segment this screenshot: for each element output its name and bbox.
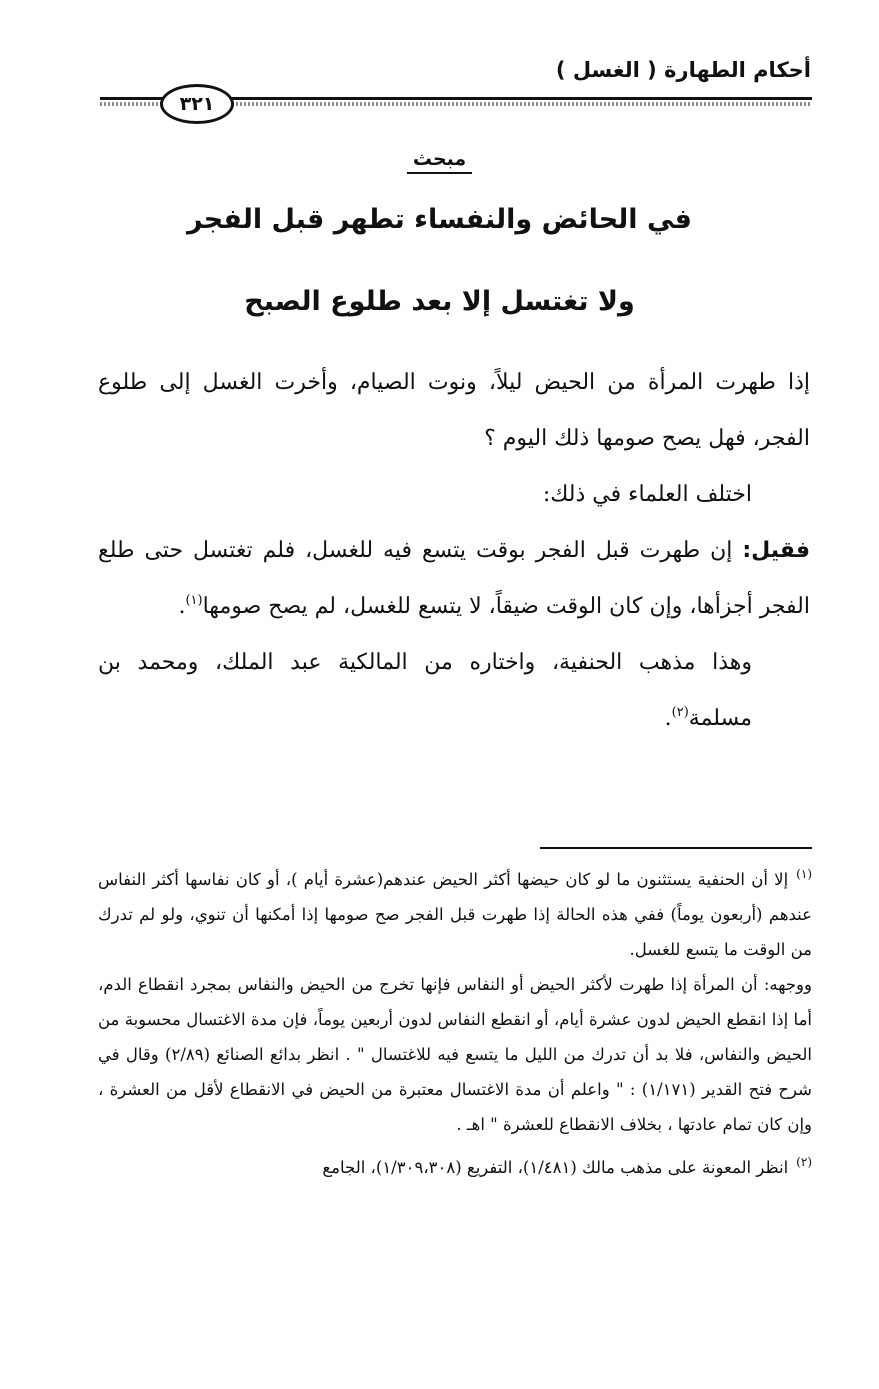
paragraph-disagreement: اختلف العلماء في ذلك: xyxy=(542,482,752,507)
footnote-1-mark: (١) xyxy=(796,867,812,881)
footnote-1-text: إلا أن الحنفية يستثنون ما لو كان حيضها أكثر الحيض عندهم(عشرة أيام )، أو كان نفاسها أكثر النفاس عندهم (أربعون يوماً) ففي هذه الحالة إذا طهرت قبل الفجر صح صومها إذا أمكنها أن تنوي، ولو لم تدرك من الوقت ما يتسع للغسل. xyxy=(98,870,812,959)
footnote-2-mark: (٢) xyxy=(796,1155,812,1169)
paragraph-question: إذا طهرت المرأة من الحيض ليلاً، ونوت الصيام، وأخرت الغسل إلى طلوع الفجر، فهل يصح صومها ذلك اليوم ؟ xyxy=(98,370,810,451)
chapter-title-line-2: ولا تغتسل إلا بعد طلوع الصبح xyxy=(244,286,635,317)
opinion-text: إن طهرت قبل الفجر بوقت يتسع فيه للغسل، فلم تغتسل حتى طلع الفجر أجزأها، وإن كان الوقت ضيقاً، لا يتسع للغسل، لم يصح صومها xyxy=(98,538,810,619)
footnote-separator xyxy=(540,847,812,849)
chapter-title-line-1: في الحائض والنفساء تطهر قبل الفجر xyxy=(187,204,692,235)
footnote-2-text: انظر المعونة على مذهب مالك (١/٤٨١)، التفريع (١/٣٠٩،٣٠٨)، الجامع xyxy=(322,1158,789,1177)
footnotes xyxy=(98,862,812,1185)
paragraph-school xyxy=(98,635,810,747)
footnote-1-continued: ووجهه: أن المرأة إذا طهرت لأكثر الحيض أو النفاس فإنها تخرج من الحيض والنفاس بمجرد انقطاع الدم، أما إذا انقطع الحيض لدون عشرة أيام، أو انقطع النفاس لدون أربعين يوماً، فإن مدة الاغتسال محسوبة من الحيض والنفاس، فلا بد أن تدرك من الليل ما يتسع فيه للاغتسال " . انظر بدائع الصنائع (٢/٨٩) وقال في شرح فتح القدير (١/١٧١) : " واعلم أن مدة الاغتسال معتبرة من الحيض في الانقطاع لأقل من العشرة ، وإن كان تمام عادتها ، بخلاف الانقطاع للعشرة " اهـ . xyxy=(98,975,812,1134)
paragraph-first-opinion xyxy=(98,523,810,635)
school-text: وهذا مذهب الحنفية، واختاره من المالكية عبد الملك، ومحمد بن مسلمة xyxy=(98,650,752,731)
running-title: أحكام الطهارة ( الغسل ) xyxy=(555,58,811,82)
page-number: ٣٢١ xyxy=(160,84,234,124)
sentence-end: . xyxy=(664,706,672,731)
sentence-end: . xyxy=(178,594,186,619)
section-label xyxy=(0,148,879,170)
footnote-ref-2[interactable]: (٢) xyxy=(671,705,689,720)
footnote-1 xyxy=(98,862,812,967)
footnote-2 xyxy=(98,1150,812,1185)
opinion-lead: فقيل: xyxy=(742,538,810,563)
footnote-ref-1[interactable]: (١) xyxy=(185,593,203,608)
section-label-text: مبحث xyxy=(407,148,472,174)
main-text xyxy=(98,355,810,747)
